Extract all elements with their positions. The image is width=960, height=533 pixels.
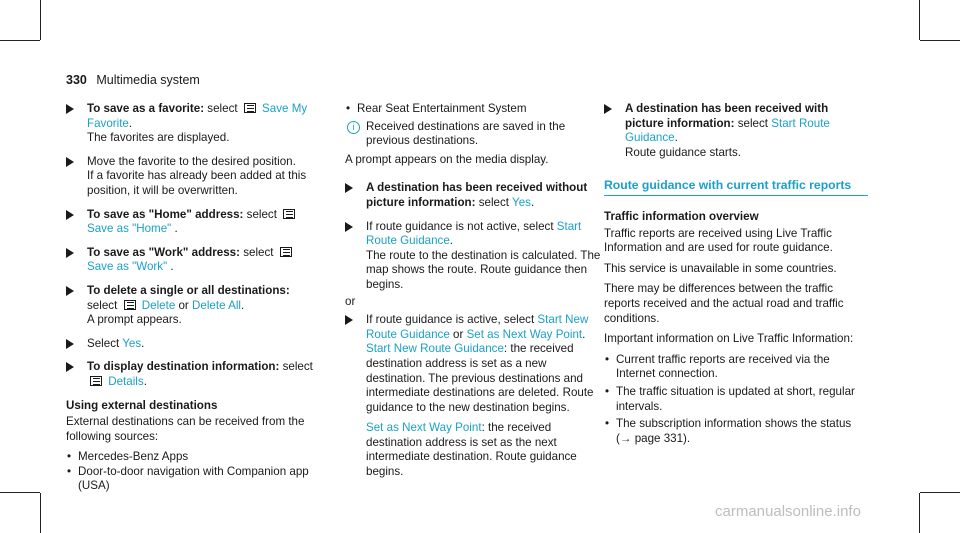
prompt-text: A prompt appears on the media display. (345, 152, 549, 166)
section-title: Route guidance with current traffic reports (604, 178, 868, 196)
crop-mark (920, 492, 960, 493)
crop-mark (0, 40, 40, 41)
list-item: • The traffic situation is updated at short, regular intervals. (604, 385, 866, 414)
traffic-info-list (604, 353, 866, 447)
column-2 (345, 102, 603, 489)
watermark: carmanualsonline.info (715, 503, 861, 520)
details-link[interactable]: Details (108, 374, 144, 388)
crop-mark (919, 0, 920, 40)
step-route-inactive: If route guidance is not active, select Start Route Guidance. The route to the destination is calculated. The map shows the route. Route guidance then begins. (345, 220, 603, 293)
menu-icon (244, 103, 256, 113)
page-ref-arrow-icon: → (619, 431, 632, 445)
step-arrow-icon (66, 339, 74, 349)
rse-list (345, 102, 603, 117)
external-destinations-desc: External destinations can be received from the following sources: (66, 415, 305, 443)
step-save-work: To save as "Work" address: select Save as "Work" . (66, 246, 332, 275)
crop-mark (40, 493, 41, 533)
step-arrow-icon (345, 222, 353, 232)
step-save-favorite: To save as a favorite: select Save My Favorite. The favorites are displayed. (66, 102, 332, 146)
menu-icon (124, 300, 136, 310)
crop-mark (0, 492, 40, 493)
crop-mark (920, 40, 960, 41)
start-route-guidance-link[interactable]: Start Route Guidance (625, 116, 830, 145)
menu-icon (90, 376, 102, 386)
delete-all-link[interactable]: Delete All (192, 298, 242, 312)
list-item: • Door-to-door navigation with Companion app (USA) (66, 465, 332, 494)
list-item: • The subscription information shows the status (→ page 331). (604, 417, 866, 446)
step-arrow-icon (66, 157, 74, 167)
list-item: • Mercedes-Benz Apps (66, 450, 332, 465)
step-move-favorite: Move the favorite to the desired position. If a favorite has already been added at this position, it will be overwritten. (66, 155, 332, 199)
step-route-active: If route guidance is active, select Start New Route Guidance or Set as Next Way Point. Start New Route Guidance: the received destination address is set as a new destination. The previous destinations and intermediate destinations are deleted. Route guidance to the new destination begins. Set as Next Way Point: the received destination address is set as the next intermediate destination. Route guidance begins. (345, 313, 603, 480)
step-display-info: To display destination information: select Details. (66, 360, 332, 389)
external-sources-list (66, 450, 332, 494)
step-title: To save as a favorite: (87, 102, 205, 115)
start-new-route-guidance-link[interactable]: Start New Route Guidance (366, 313, 589, 341)
yes-link[interactable]: Yes (512, 195, 531, 209)
paragraph: Important information on Live Traffic Information: (604, 332, 854, 346)
step-delete: To delete a single or all destinations: select Delete or Delete All. A prompt appears. (66, 284, 332, 328)
save-my-favorite-link[interactable]: Save My (262, 102, 308, 115)
set-next-way-point-link[interactable]: Set as Next Way Point (466, 327, 583, 341)
yes-link[interactable]: Yes (122, 336, 142, 350)
step-arrow-icon (66, 362, 74, 372)
delete-link[interactable]: Delete (141, 298, 176, 312)
page-header (66, 73, 200, 88)
save-my-favorite-link-cont[interactable]: Favorite (87, 116, 129, 130)
paragraph: This service is unavailable in some countries. (604, 261, 837, 275)
info-icon: i (347, 121, 360, 134)
step-save-home: To save as "Home" address: select Save as "Home" . (66, 208, 332, 237)
crop-mark (40, 0, 41, 40)
step-arrow-icon (66, 104, 74, 114)
step-arrow-icon (345, 315, 353, 325)
list-item: • Rear Seat Entertainment System (345, 102, 603, 117)
or-text: or (345, 294, 356, 308)
save-as-work-link[interactable]: Save as "Work" (87, 260, 168, 274)
traffic-overview-heading: Traffic information overview (604, 209, 759, 223)
save-as-home-link[interactable]: Save as "Home" (87, 222, 172, 236)
page-number: 330 (66, 73, 87, 87)
start-route-guidance-link[interactable]: Start Route Guidance (366, 219, 582, 248)
section-name: Multimedia system (96, 73, 200, 87)
step-arrow-icon (66, 248, 74, 258)
external-destinations-heading: Using external destinations (66, 398, 218, 412)
start-new-route-guidance-ref[interactable]: Start New Route Guidance (366, 342, 504, 356)
step-with-picture: A destination has been received with picture information: select Start Route Guidance. Route guidance starts. (604, 102, 866, 160)
info-note: i Received destinations are saved in the previous destinations. (345, 120, 603, 149)
paragraph: Traffic reports are received using Live Traffic Information and are used for route guidance. (604, 226, 833, 255)
menu-icon (280, 247, 292, 257)
step-arrow-icon (345, 183, 353, 193)
menu-icon (283, 209, 295, 219)
step-arrow-icon (66, 286, 74, 296)
crop-mark (919, 493, 920, 533)
column-3 (604, 102, 866, 446)
step-select-yes: Select Yes. (66, 337, 332, 352)
list-item: • Current traffic reports are received via the Internet connection. (604, 353, 866, 382)
column-1 (66, 102, 332, 494)
paragraph: There may be differences between the traffic reports received and the actual road and traffic conditions. (604, 282, 844, 325)
step-arrow-icon (66, 210, 74, 220)
step-no-picture: A destination has been received without picture information: select Yes. (345, 181, 603, 210)
page-ref-link[interactable]: page 331 (631, 431, 684, 445)
set-next-way-point-ref[interactable]: Set as Next Way Point (366, 421, 482, 435)
step-arrow-icon (604, 104, 612, 114)
